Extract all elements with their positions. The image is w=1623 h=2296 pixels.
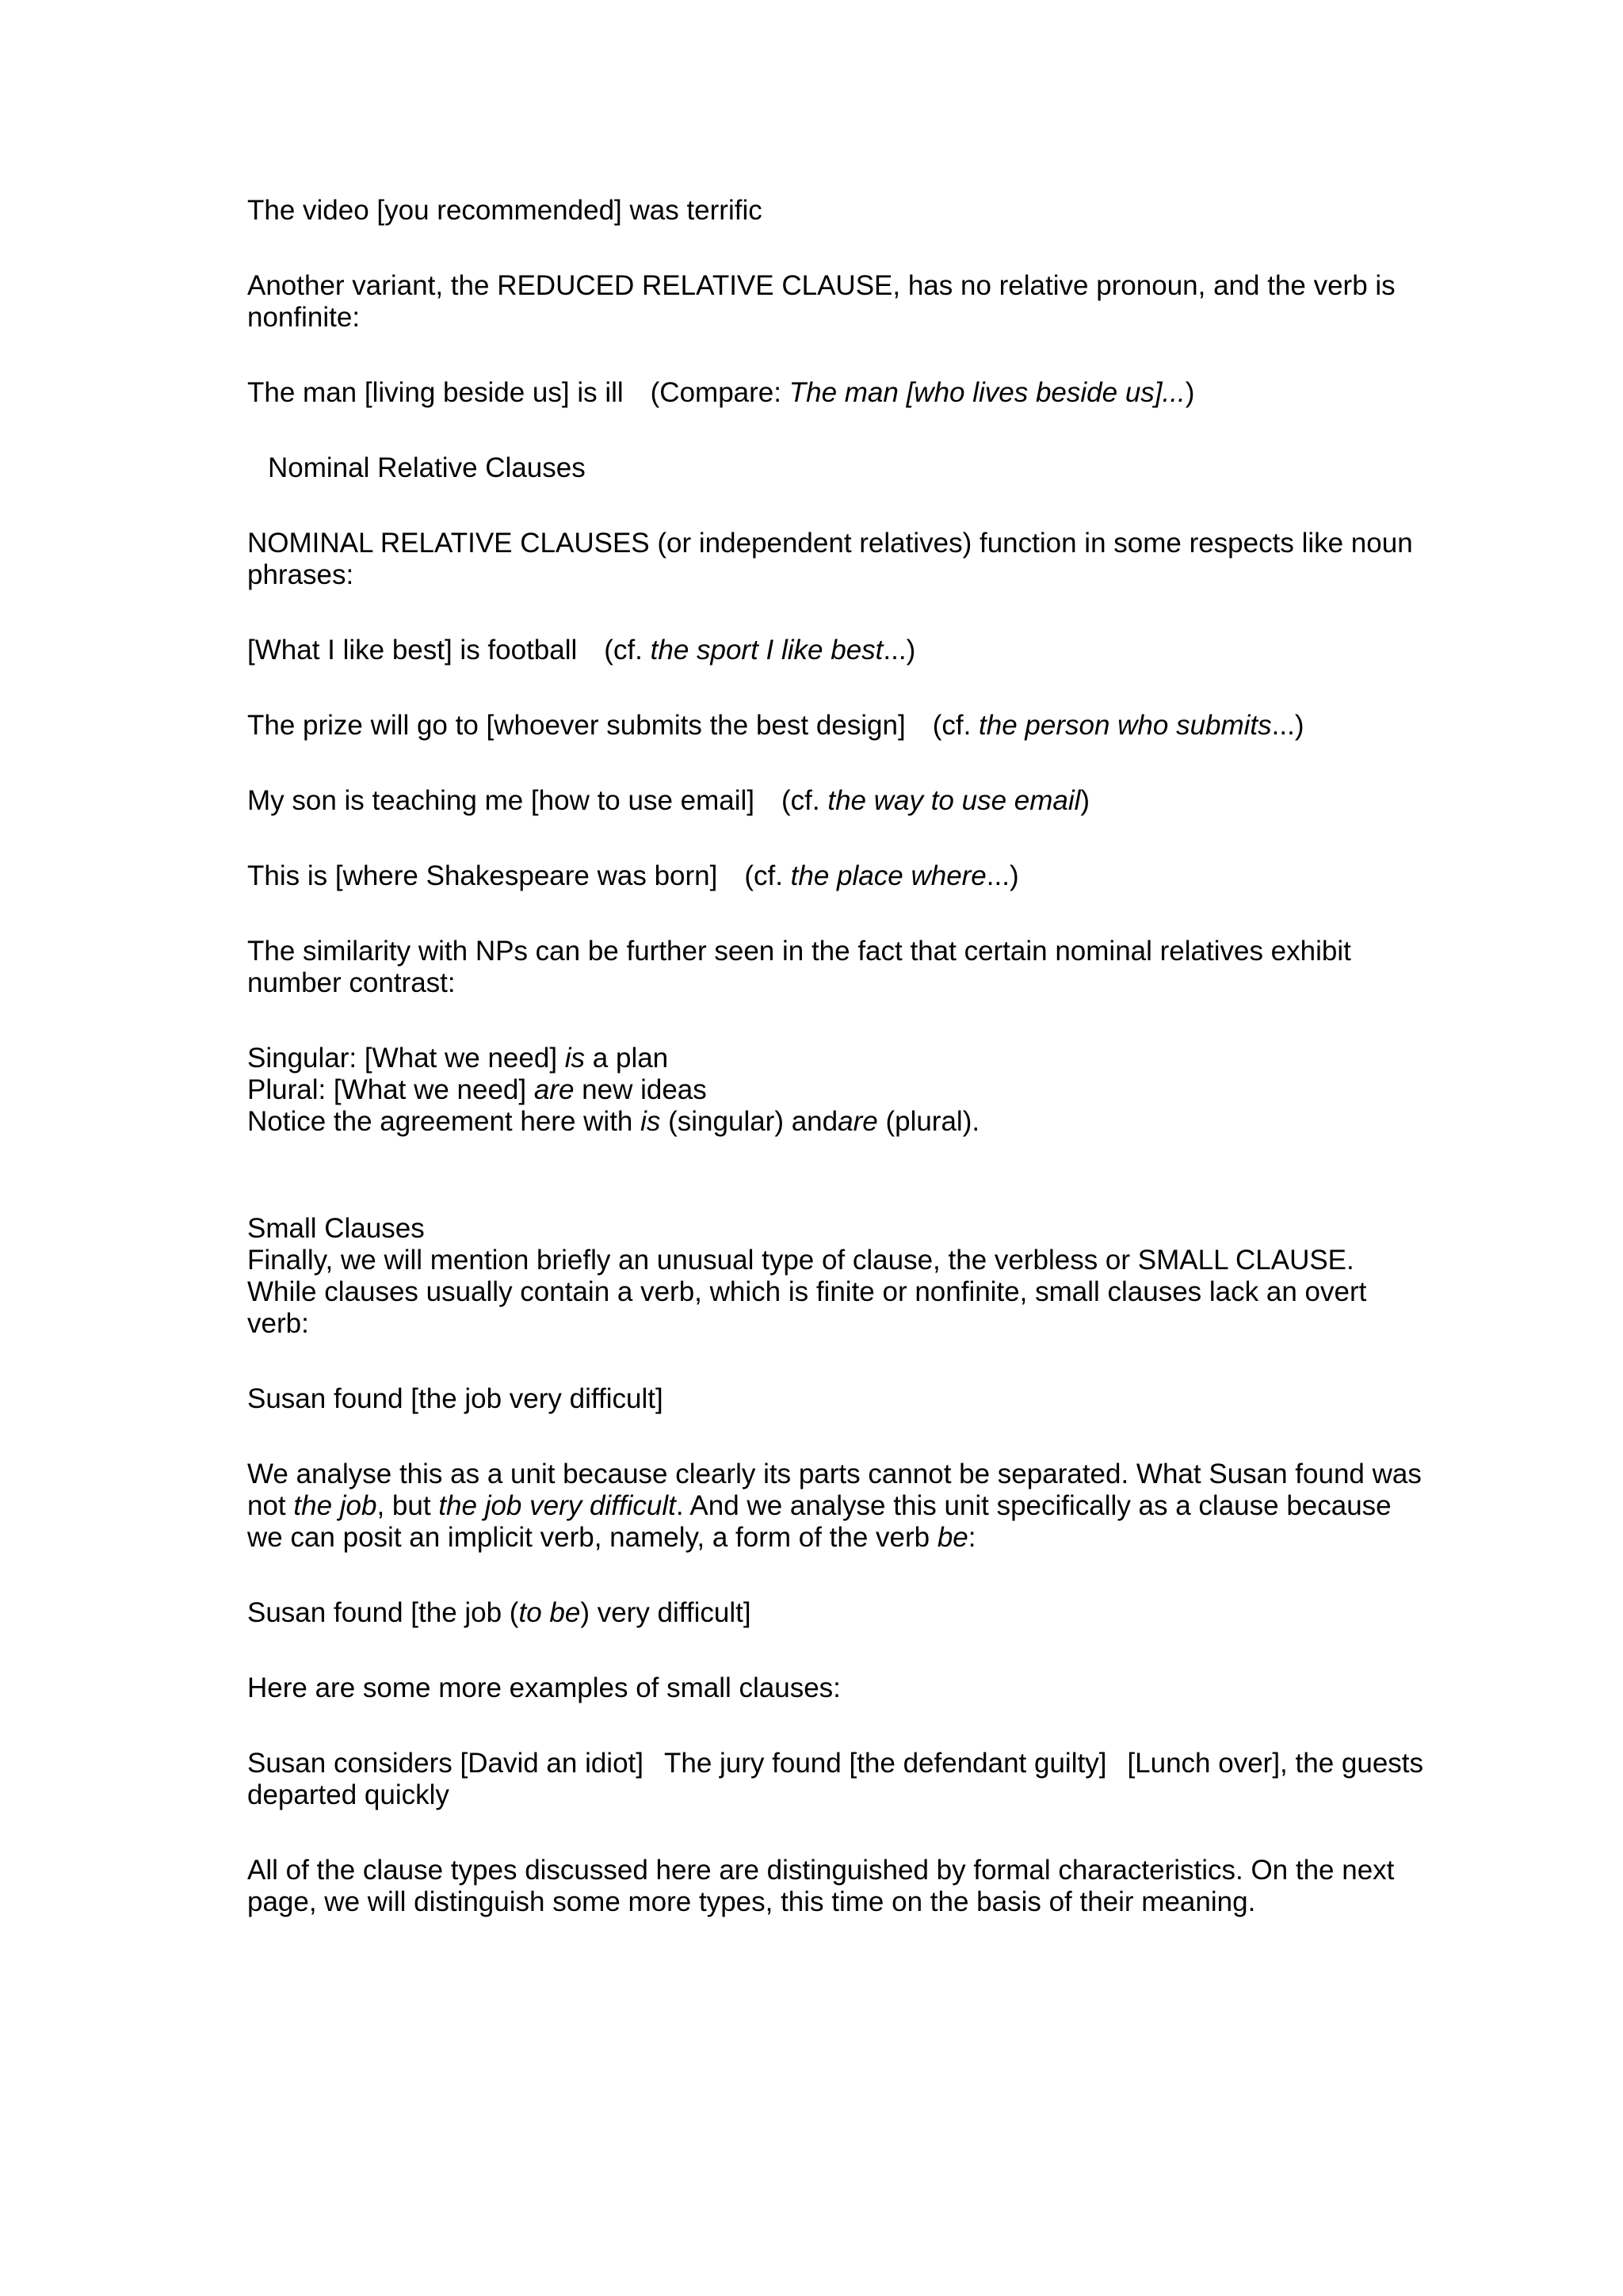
document-page [247,195,1428,1918]
more-examples-intro: Here are some more examples of small clauses: [247,1672,841,1703]
reduced-relative-paragraph: Another variant, the REDUCED RELATIVE CLAUSE, has no relative pronoun, and the verb is nonfinite: [247,270,1396,333]
small-clause-example: Susan found [the job very difficult] [247,1383,663,1414]
closing-paragraph: All of the clause types discussed here are distinguished by formal characteristics. On the next page, we will distinguish some more types, this time on the basis of their meaning. [247,1855,1395,1917]
agreement-note-line: Notice the agreement here with is (singular) andare (plural). [247,1106,980,1137]
nominal-example-shakespeare: This is [where Shakespeare was born] (cf. the place where...) [247,860,1019,891]
nominal-example-football: [What I like best] is football (cf. the sport I like best...) [247,635,916,666]
plural-line: Plural: [What we need] are new ideas [247,1074,707,1105]
example-video-sentence: The video [you recommended] was terrific [247,195,762,226]
small-clause-paragraph: Finally, we will mention briefly an unusual type of clause, the verbless or SMALL CLAUSE. While clauses usually contain a verb, which is finite or nonfinite, small clauses lack an overt verb: [247,1245,1367,1339]
nominal-example-prize: The prize will go to [whoever submits the best design] (cf. the person who submits...) [247,710,1304,741]
singular-line: Singular: [What we need] is a plan [247,1043,669,1074]
nominal-example-email: My son is teaching me [how to use email] (cf. the way to use email) [247,785,1090,816]
nominal-relative-paragraph: NOMINAL RELATIVE CLAUSES (or independent relatives) function in some respects like noun phrases: [247,528,1413,590]
section-heading-nominal: Nominal Relative Clauses [268,452,586,483]
compare-italic: The man [who lives beside us]... [789,377,1186,408]
analysis-paragraph: We analyse this as a unit because clearly its parts cannot be separated. What Susan found was not the job, but the job very difficult. And we analyse this unit specifically as a clause because we can posit an implicit verb, namely, a form of the verb be: [247,1459,1422,1553]
compare-open: (Compare: [650,377,789,408]
example-main: The man [living beside us] is ill [247,377,624,408]
more-small-clause-examples: Susan considers [David an idiot] The jury found [the defendant guilty] [Lunch over], the guests departed quickly [247,1748,1424,1810]
section-heading-small-clauses: Small Clauses [247,1213,425,1244]
compare-close: ) [1185,377,1195,408]
number-contrast-block [247,1043,1428,1138]
reduced-relative-example [247,377,1428,409]
np-similarity-paragraph: The similarity with NPs can be further seen in the fact that certain nominal relatives exhibit number contrast: [247,936,1351,998]
implicit-verb-example: Susan found [the job (to be) very difficult] [247,1597,751,1628]
